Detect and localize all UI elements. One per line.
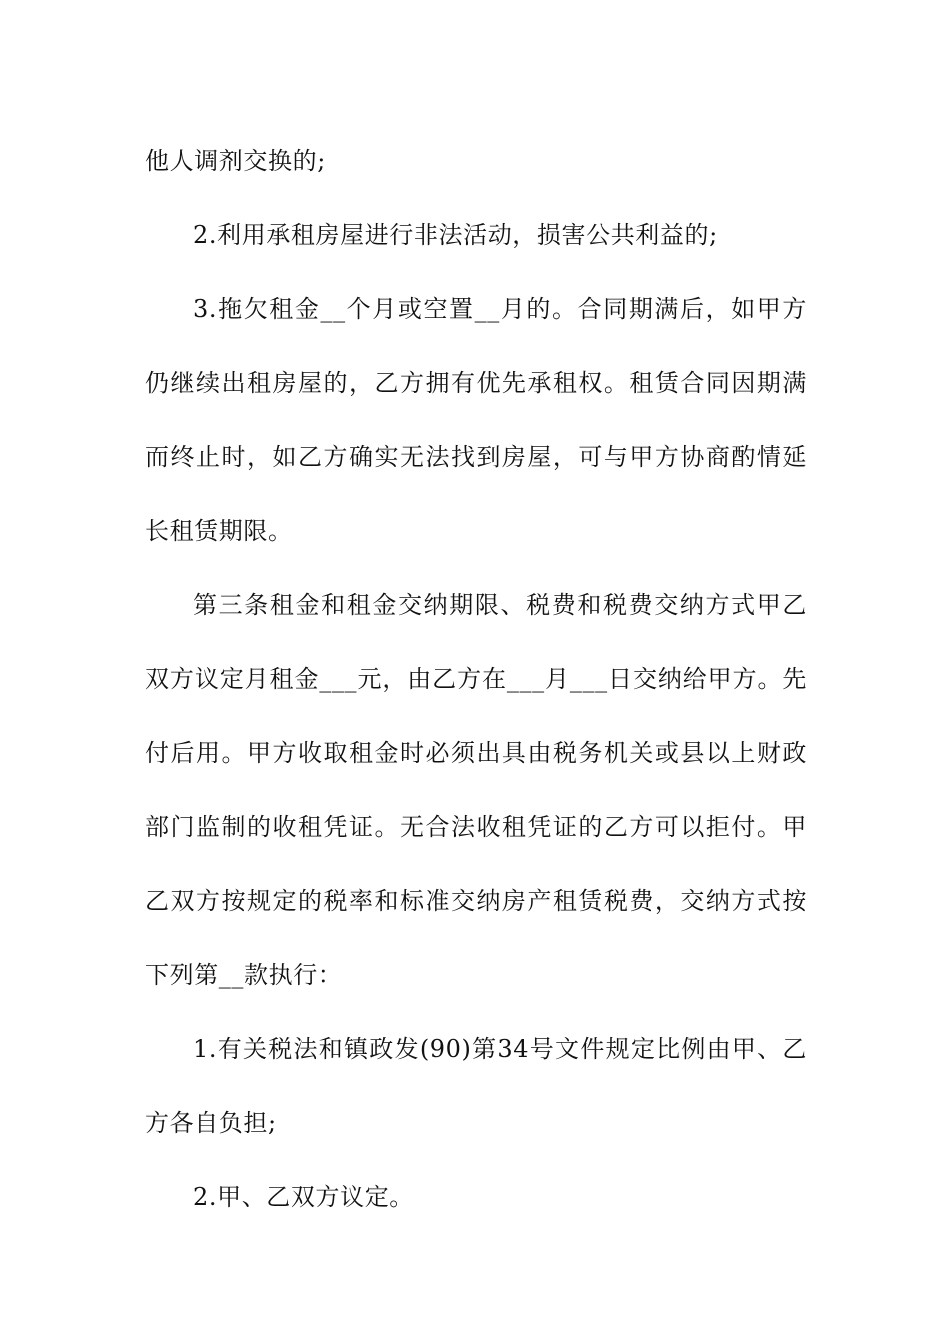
paragraph-tax-rule-two: 2.甲、乙双方议定。 [193,1183,414,1211]
paragraph-illegal-activity: 2.利用承租房屋进行非法活动，损害公共利益的; [193,221,718,249]
paragraph-tax-rule-one: 1.有关税法和镇政发(90)第34号文件规定比例由甲、乙方各自负担; [145,1035,807,1137]
document-body [145,124,807,1234]
paragraph-article-three: 第三条租金和租金交纳期限、税费和税费交纳方式甲乙双方议定月租金___元，由乙方在___月___日交纳给甲方。先付后用。甲方收取租金时必须出具由税务机关或县以上财政部门监制的收租凭证。无合法收租凭证的乙方可以拒付。甲乙双方按规定的税率和标准交纳房产租赁税费，交纳方式按下列第__款执行： [145,591,807,989]
paragraph-exchange: 他人调剂交换的; [145,147,326,175]
paragraph-rent-arrears: 3.拖欠租金__个月或空置__月的。合同期满后，如甲方仍继续出租房屋的，乙方拥有优先承租权。租赁合同因期满而终止时，如乙方确实无法找到房屋，可与甲方协商酌情延长租赁期限。 [145,295,807,545]
